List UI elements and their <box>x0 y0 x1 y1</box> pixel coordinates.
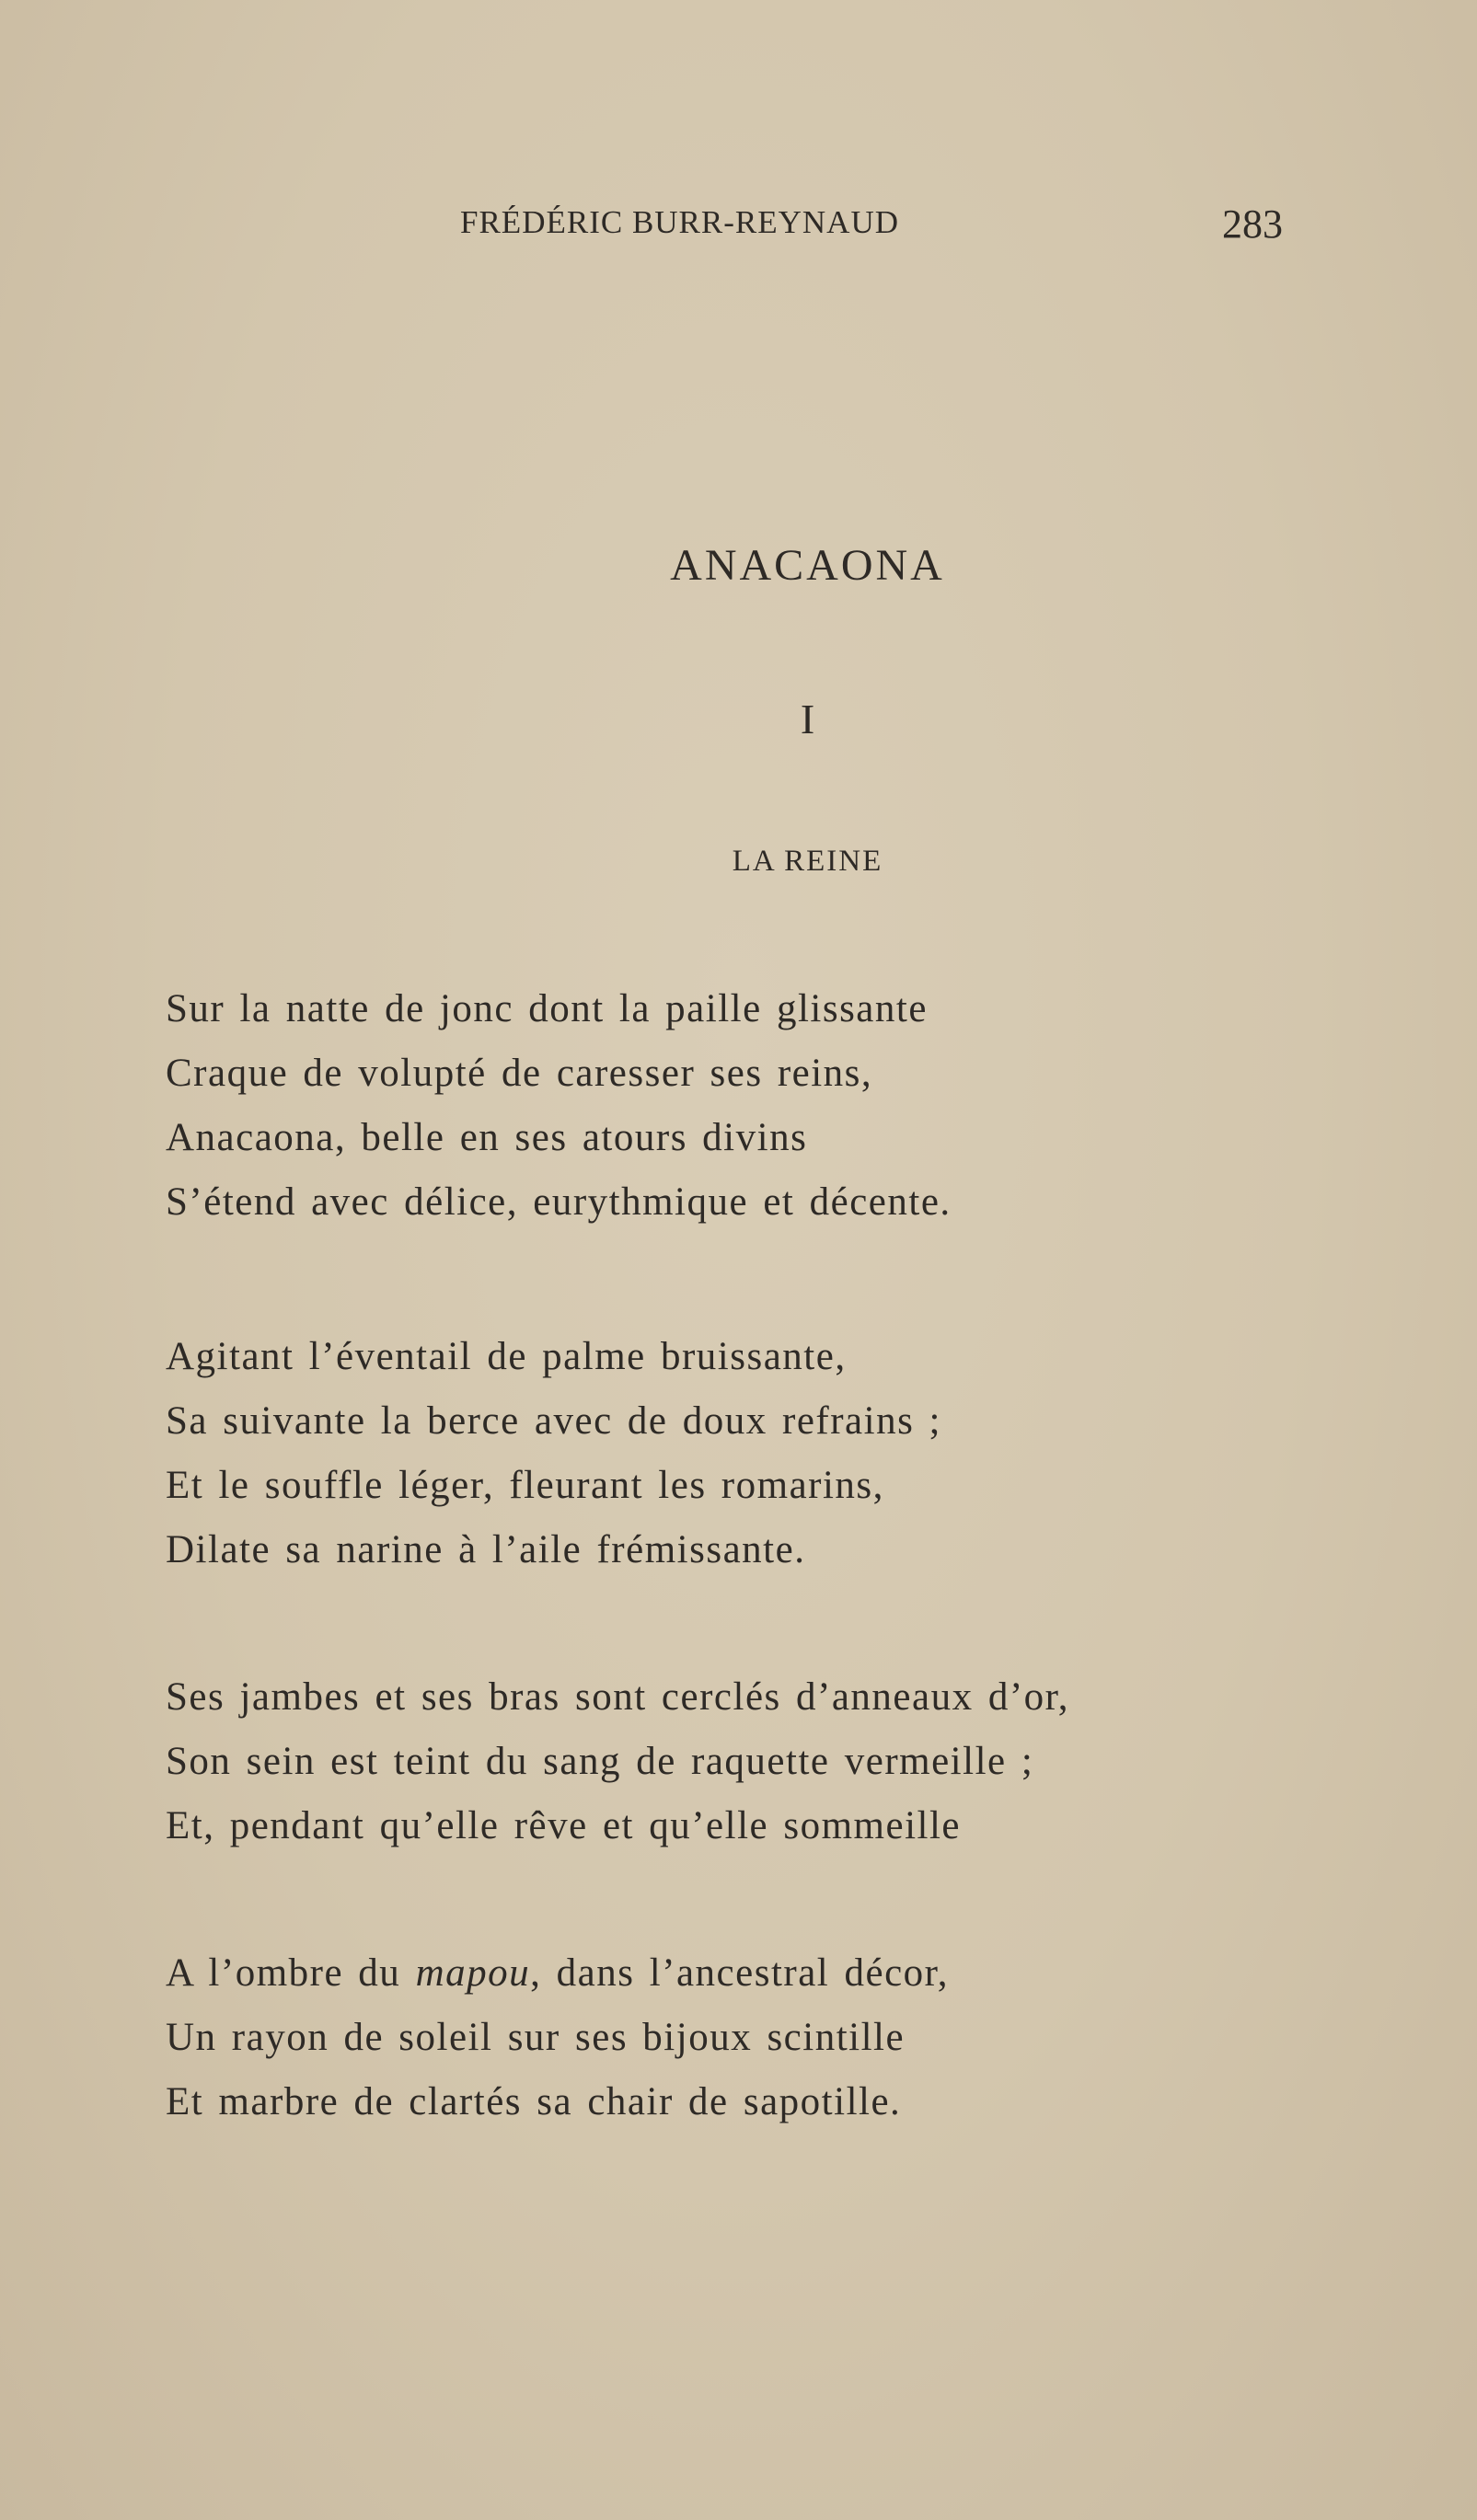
section-numeral: I <box>800 696 815 742</box>
running-head: FRÉDÉRIC BURR-REYNAUD <box>460 204 900 240</box>
stanza-3 <box>166 1665 1069 1858</box>
verse-line: Sur la natte de jonc dont la paille glissante <box>166 987 928 1030</box>
stanza-1 <box>166 977 952 1235</box>
verse-line: Dilate sa narine à l’aile frémissante. <box>166 1528 806 1571</box>
section-subtitle: LA REINE <box>732 845 883 878</box>
verse-line: Sa suivante la berce avec de doux refrains ; <box>166 1399 942 1443</box>
verse-line: Et, pendant qu’elle rêve et qu’elle sommeille <box>166 1804 962 1847</box>
poem-title: ANACAONA <box>670 541 945 590</box>
verse-text: A l’ombre du <box>166 1951 416 1995</box>
verse-line <box>166 1941 949 2006</box>
verse-line: Anacaona, belle en ses atours divins <box>166 1116 808 1159</box>
verse-text: , dans l’ancestral décor, <box>530 1951 950 1995</box>
verse-line: Et le souffle léger, fleurant les romarins, <box>166 1464 884 1507</box>
stanza-2 <box>166 1325 941 1582</box>
verse-line: Craque de volupté de caresser ses reins, <box>166 1052 873 1095</box>
verse-line: Agitant l’éventail de palme bruissante, <box>166 1335 847 1378</box>
verse-line: Ses jambes et ses bras sont cerclés d’anneaux d’or, <box>166 1675 1070 1719</box>
verse-line: Son sein est teint du sang de raquette vermeille ; <box>166 1740 1034 1783</box>
verse-line: Un rayon de soleil sur ses bijoux scintille <box>166 2016 906 2059</box>
page-number: 283 <box>1222 201 1283 247</box>
verse-line: S’étend avec délice, eurythmique et décente. <box>166 1180 952 1224</box>
verse-line: Et marbre de clartés sa chair de sapotille. <box>166 2080 902 2123</box>
italic-word-mapou: mapou <box>415 1951 531 1995</box>
stanza-4 <box>166 1941 949 2135</box>
